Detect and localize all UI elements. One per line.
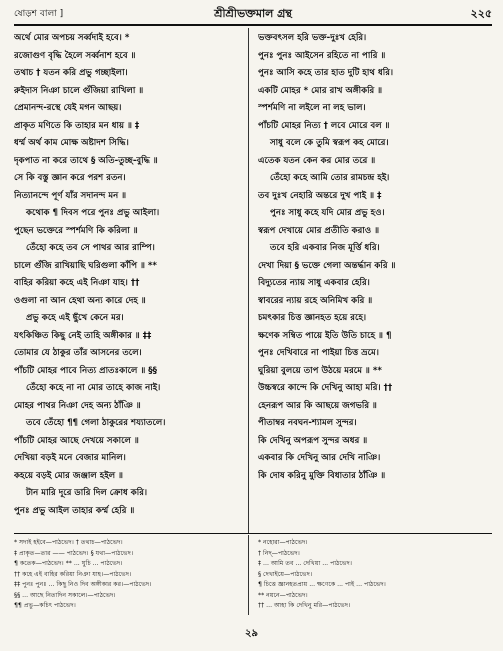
footnote: †† কহে এই বাহির করিয়া নিঞা যাহ।—পাঠভেদ। xyxy=(14,570,132,578)
verse-line: সাধু বলে কে তুমি স্বরূপ কহ মোরে। xyxy=(270,138,389,148)
verse-line: একটি মোহর * মোর রাখ অঙ্গীকরি ॥ xyxy=(258,85,383,96)
verse-line: দেখিয়া বড়ই মনে বেজার মানিল। xyxy=(14,453,126,463)
verse-line: বিদ্যুতের ন্যায় সাধু একবার হেরি। xyxy=(258,278,370,288)
verse-line: তেঁহো কহে আমি তোর রামচন্দ্র হই। xyxy=(270,173,390,183)
verse-line: কি দোষ করিনু মুক্তি বিধাতার ঠাঁঞি ॥ xyxy=(258,470,386,481)
verse-line: তব দুঃখ নেহারি অন্তরে দুখ পাই ॥ ‡ xyxy=(258,190,382,201)
footnote: ‡ প্রাকৃত—তার —— পাঠভেদ। § যথা—পাঠভেদ। xyxy=(14,549,134,557)
running-header xyxy=(14,5,492,22)
verse-line: ভক্তবৎসল হরি ভক্ত-দুঃখ হেরি। xyxy=(258,33,367,43)
verse-column-left xyxy=(14,30,242,520)
verse-line: স্বরূপ দেখায়ে মোর প্রতীতি করাও ॥ xyxy=(258,225,380,236)
footnote: ** নয়নে—পাঠভেদ। xyxy=(258,591,308,599)
verse-line: যৎকিঞ্চিত কিছু নেই তাহি অঙ্গীকার ॥ ‡‡ xyxy=(14,330,152,341)
footnote: † নিদ্—পাঠভেদ। xyxy=(258,549,300,557)
verse-line: হেনরূপ আর কি আছয়ে জগভরি ॥ xyxy=(258,400,377,411)
verse-line: তেঁহো কহে তব সে পাথর আর রাম্পি। xyxy=(26,243,155,253)
verse-line: প্রাকৃত মণিতে কি তাহার মন ধায় ॥ ‡ xyxy=(14,120,140,131)
column-divider xyxy=(248,28,249,533)
verse-line: প্রেমানন্দ-রস্থে যেই মগন আছয়। xyxy=(14,103,122,113)
footnote: §§ ... আছে নিতাদিন সকালে।—পাঠভেদ। xyxy=(14,591,116,599)
footnote: § দেখাইয়ে—পাঠভেদ। xyxy=(258,570,313,578)
verse-line: স্বাবরের ন্যায় রহে অনিমিখ করি ॥ xyxy=(258,295,373,306)
page-number: ২৯ xyxy=(245,628,258,639)
verse-line: প্রভু কহে এই ছুঁখে কেনে মর। xyxy=(26,313,124,323)
verse-line: পুনঃ প্রভু আইল তাহার কর্ম্ম হেরি ॥ xyxy=(14,505,135,516)
footnotes-right xyxy=(258,538,486,612)
verse-line: পুনঃ সাধু কহে যদি মোর প্রভু হও। xyxy=(270,208,385,218)
footnote: * সদাই হইবে—পাঠভেদ। † তথাচ—পাঠভেদ। xyxy=(14,539,123,546)
verse-line: ধর্ম্ম অর্থ কাম মোক্ষ অষ্টাদশ সিদ্ধি। xyxy=(14,138,129,148)
verse-line: এতেক যতন কেন কর মোর তরে ॥ xyxy=(258,155,376,166)
verse-line: পাঁচটি মোহর নিত্য † লবে মোরে বল ॥ xyxy=(258,120,390,131)
book-title: শ্রীশ্রীভক্তমাল গ্রন্থ xyxy=(214,7,292,20)
verse-line: দৃকপাত না করে তাথে § অতি-তুচ্ছ-বুদ্ধি ॥ xyxy=(14,155,158,166)
footnote: †† ... আহা কি দেখিনু মরি—পাঠভেদ। xyxy=(258,602,351,609)
footnote-rule xyxy=(14,533,492,534)
verse-line: টান মারি দূরে ডারি দিল ক্রোধ করি। xyxy=(26,488,148,498)
verse-line: পীতাম্বর নবঘন-শ্যামল সুন্দর। xyxy=(258,418,357,428)
verse-line: পুনঃ আসি কহে তার হাত দুটি হাথ ধরি। xyxy=(258,68,394,78)
verse-line: পুনঃ দেখিবারে না পাইয়া চিত্ত ভ্রমে। xyxy=(258,348,379,358)
verse-column-right xyxy=(258,30,486,485)
chapter-label: ষোড়শ বালা ] xyxy=(14,9,64,19)
footnote: ¶ কতেক—পাঠভেদ। ** ... ঘুচি ... পাঠভেদ। xyxy=(14,560,123,567)
verse-line: পাঁচটি মোহর আছে দেখয়ে সকালে ॥ xyxy=(14,435,139,446)
verse-line: ওগুলা না আন হেথা অন্য কারে দেহ ॥ xyxy=(14,295,146,306)
verse-line: ঘুরিয়া বুলয়ে তাপ উঠয়ে মরমে ॥ ** xyxy=(258,365,382,376)
verse-line: তবে হরি একবার নিজ মূর্ত্তি ধরি। xyxy=(270,243,380,253)
verse-line: তেঁহো কহে না না মোর তাহে কাজ নাই। xyxy=(26,383,161,393)
verse-line: উচ্চস্বরে কান্দে কি দেখিনু আহা মরি। †† xyxy=(258,383,393,393)
footnote: * নহোরা—পাঠভেদ। xyxy=(258,539,308,546)
verse-line: কথোক ¶ দিবস পরে পুনঃ প্রভু আইলা। xyxy=(26,208,160,218)
footnote: ‡ ... আমি তব ... দেখিয়া ... পাঠভেদ। xyxy=(258,560,352,567)
verse-line: দেখা দিয়া § ভক্তে গেলা অন্তর্দ্ধান করি ॥ xyxy=(258,260,396,271)
verse-line: তবে তেঁহো ¶¶ গেলা ঠাকুরের শয্যাতলে। xyxy=(26,418,166,428)
header-rule xyxy=(14,24,492,26)
footnotes-left xyxy=(14,538,242,612)
footnote: ¶ চিত্তে জ্ঞানহতপ্রায় ... ক্ষণেকে ... পাই ... পাঠভেদ। xyxy=(258,581,386,588)
verse-line: কহয়ে বড়ই মোর জঞ্জাল হইল ॥ xyxy=(14,470,124,481)
verse-line: রুইদাস নিঞা চালে গুঁজিয়া রাখিলা ॥ xyxy=(14,85,144,96)
verse-line: পুছেন ভক্তেরে স্পর্শমণি কি করিলা ॥ xyxy=(14,225,138,236)
verse-line: তোমার যে ঠাকুর তাঁর আসনের তলে। xyxy=(14,348,142,358)
footnote-divider xyxy=(248,535,249,615)
verse-line: চমৎকার চিত্ত জ্ঞানহত হয়ে রহে। xyxy=(258,313,367,323)
verse-line: তথাচ † যতন করি প্রভু গচ্ছাইলা। xyxy=(14,68,128,78)
verse-line: চালে গুঁজি রাখিয়াছি ঘরিগুলা কাঁপি ॥ ** xyxy=(14,260,157,271)
verse-line: রজোগুণ বৃদ্ধি হৈলে সর্ব্বনাশ হবে ॥ xyxy=(14,50,136,61)
verse-line: বাহির করিয়া কহে এই নিঞা যাহ। †† xyxy=(14,278,140,288)
verse-line: সে কি বস্তু জ্ঞান করে পরশ রতন। xyxy=(14,173,126,183)
header-page-number: ২২৫ xyxy=(470,7,492,20)
footnote: ‡‡ পুনঃ পুনঃ ... কিছু নিও দিব অঙ্গীকার কর।—পাঠভেদ। xyxy=(14,581,152,588)
verse-line: অর্থে মোর অপচয় সর্ব্বদাই হবে। * xyxy=(14,33,130,43)
verse-line: স্পর্শমণি না লইলে না লহ ভাল। xyxy=(258,103,366,113)
footnote: ¶¶ প্রভু—কচিৎ পাঠভেদ। xyxy=(14,602,76,609)
verse-line: ক্ষণেক সম্বিত পায়ে ইতি উতি চাহে ॥ ¶ xyxy=(258,330,392,341)
verse-line: পুনঃ পুনঃ আইসেন রহিতে না পারি ॥ xyxy=(258,50,386,61)
verse-line: মোহর পাথর নিঞা দেহ অন্য ঠাঁঞি ॥ xyxy=(14,400,141,411)
verse-line: একবার কি দেখিনু আর দেখি নাঞি। xyxy=(258,453,381,463)
verse-line: কি দেখিনু অপরূপ সুন্দর অধর ॥ xyxy=(258,435,368,446)
verse-line: নিত্যানন্দে পূর্ণ যাঁর সদানন্দ মন ॥ xyxy=(14,190,127,201)
verse-line: পাঁচটি মোহর পাবে নিত্য প্রাতঃকালে ॥ §§ xyxy=(14,365,157,376)
